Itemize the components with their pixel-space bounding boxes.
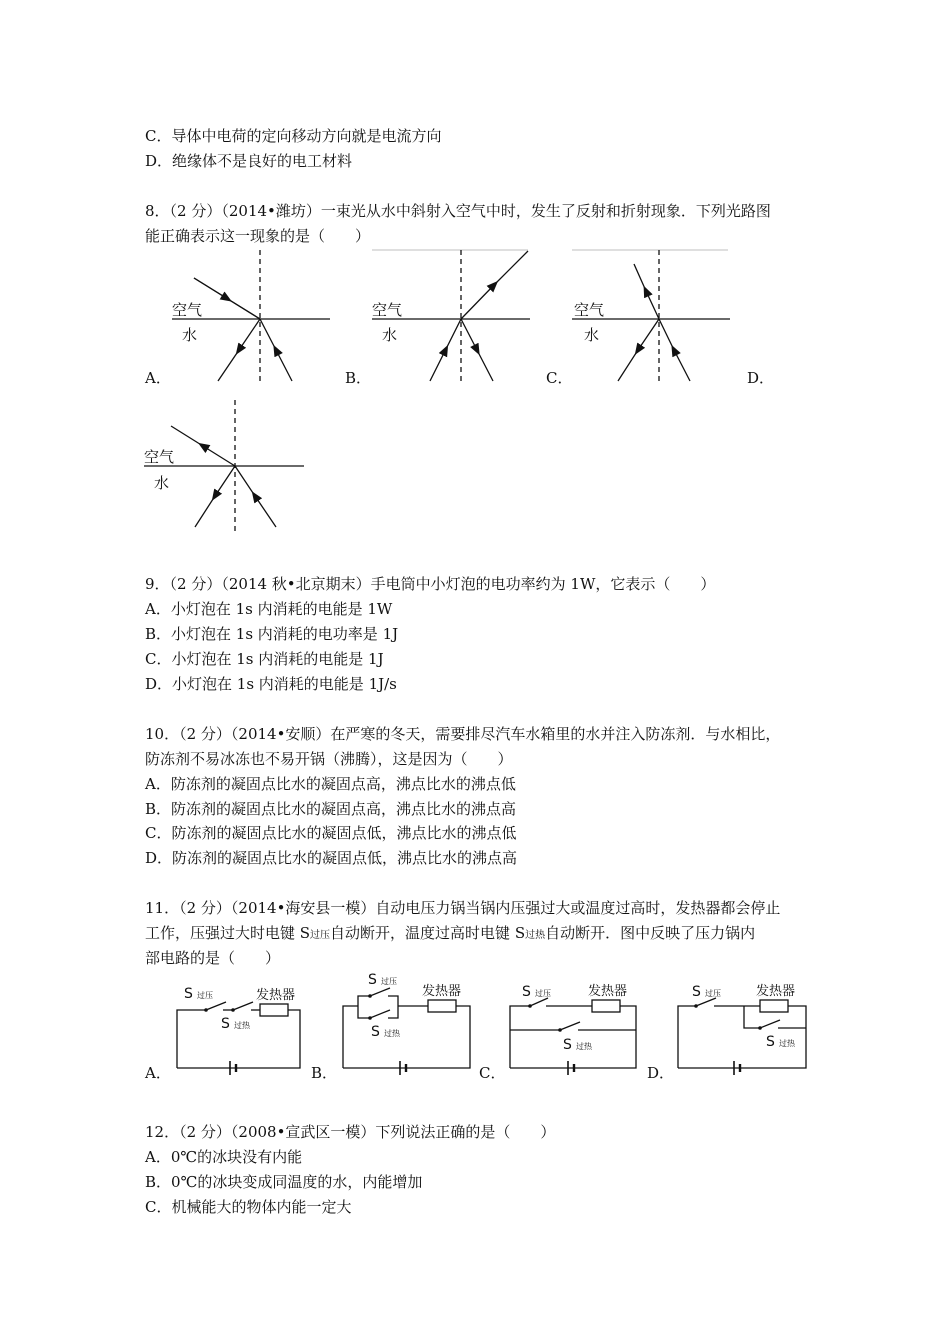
- q10-option-d: D．防冻剂的凝固点比水的凝固点低，沸点比水的沸点高: [145, 849, 518, 867]
- fig-c-air-label: 空气: [574, 301, 605, 319]
- svg-text:过热: 过热: [234, 1021, 250, 1030]
- svg-text:S: S: [371, 1024, 380, 1040]
- fig-d-air-label: 空气: [144, 448, 175, 466]
- svg-text:发热器: 发热器: [588, 984, 628, 999]
- q10-option-a: A．防冻剂的凝固点比水的凝固点高，沸点比水的沸点低: [145, 775, 516, 793]
- fig-a-air-label: 空气: [172, 301, 203, 319]
- q9-option-d: D．小灯泡在 1s 内消耗的电能是 1J/s: [145, 675, 397, 693]
- q12-option-b: B．0℃的冰块变成同温度的水，内能增加: [145, 1173, 423, 1191]
- svg-text:过热: 过热: [576, 1042, 592, 1051]
- q11-option-d: D．: [647, 1064, 675, 1082]
- svg-text:过压: 过压: [705, 989, 721, 998]
- q11-stem-line2: 工作，压强过大时电键 S过压自动断开，温度过高时电键 S过热自动断开．图中反映了压力锅内: [145, 924, 756, 942]
- q12-option-c: C．机械能大的物体内能一定大: [145, 1198, 352, 1216]
- svg-text:发热器: 发热器: [756, 984, 796, 999]
- q12-stem: 12．（2 分）（2008•宣武区一模）下列说法正确的是（ ）: [145, 1123, 556, 1141]
- svg-text:发热器: 发热器: [256, 988, 296, 1003]
- circuit-b: [343, 988, 470, 1075]
- svg-text:过压: 过压: [535, 989, 551, 998]
- svg-text:过热: 过热: [779, 1039, 795, 1048]
- q11-stem-line1: 11．（2 分）（2014•海安县一模）自动电压力锅当锅内压强过大或温度过高时，发热器都会停止: [145, 899, 781, 917]
- q8-stem-line2: 能正确表示这一现象的是（ ）: [145, 227, 371, 245]
- svg-text:发热器: 发热器: [422, 984, 462, 999]
- circuit-a-s2: S: [221, 1016, 230, 1032]
- q11-option-a: A．: [145, 1064, 171, 1082]
- svg-text:S: S: [563, 1037, 572, 1053]
- svg-text:S: S: [692, 984, 701, 1000]
- q9-option-c: C．小灯泡在 1s 内消耗的电能是 1J: [145, 650, 384, 668]
- q9-stem: 9．（2 分）（2014 秋•北京期末）手电筒中小灯泡的电功率约为 1W，它表示（ ）: [145, 575, 716, 593]
- circuit-d: [678, 998, 806, 1075]
- svg-text:S: S: [522, 984, 531, 1000]
- svg-text:过热: 过热: [384, 1029, 400, 1038]
- q10-option-b: B．防冻剂的凝固点比水的凝固点高，沸点比水的沸点高: [145, 800, 517, 818]
- svg-text:S: S: [766, 1034, 775, 1050]
- q8-option-b: B．: [345, 369, 372, 387]
- q7-option-d: D．绝缘体不是良好的电工材料: [145, 152, 353, 170]
- circuit-c: [510, 998, 636, 1075]
- circuit-a: [177, 1002, 300, 1075]
- q7-option-c: C．导体中电荷的定向移动方向就是电流方向: [145, 127, 442, 145]
- svg-text:S: S: [368, 972, 377, 988]
- fig-b-water-label: 水: [382, 326, 398, 344]
- q8-option-c: C．: [546, 369, 573, 387]
- q11-option-c: C．: [479, 1064, 506, 1082]
- q9-option-b: B．小灯泡在 1s 内消耗的电功率是 1J: [145, 625, 399, 643]
- q12-option-a: A．0℃的冰块没有内能: [145, 1148, 303, 1166]
- q10-stem-line2: 防冻剂不易冰冻也不易开锅（沸腾），这是因为（ ）: [145, 750, 513, 768]
- q11-stem-line3: 部电路的是（ ）: [145, 949, 281, 967]
- q8-stem-line1: 8．（2 分）（2014•潍坊）一束光从水中斜射入空气中时，发生了反射和折射现象．下列光路图: [145, 202, 771, 220]
- circuit-a-s1: S: [184, 986, 193, 1002]
- svg-text:过压: 过压: [197, 991, 213, 1000]
- q10-option-c: C．防冻剂的凝固点比水的凝固点低，沸点比水的沸点低: [145, 824, 517, 842]
- fig-c-water-label: 水: [584, 326, 600, 344]
- q8-option-a: A．: [145, 369, 171, 387]
- q9-option-a: A．小灯泡在 1s 内消耗的电能是 1W: [145, 600, 393, 618]
- fig-b-air-label: 空气: [372, 301, 403, 319]
- q8-option-d: D．: [747, 369, 775, 387]
- svg-text:过压: 过压: [381, 977, 397, 986]
- q11-option-b: B．: [311, 1064, 338, 1082]
- fig-a-water-label: 水: [182, 326, 198, 344]
- q10-stem-line1: 10．（2 分）（2014•安顺）在严寒的冬天，需要排尽汽车水箱里的水并注入防冻剂．与水相比，: [145, 725, 781, 743]
- fig-d-water-label: 水: [154, 474, 170, 492]
